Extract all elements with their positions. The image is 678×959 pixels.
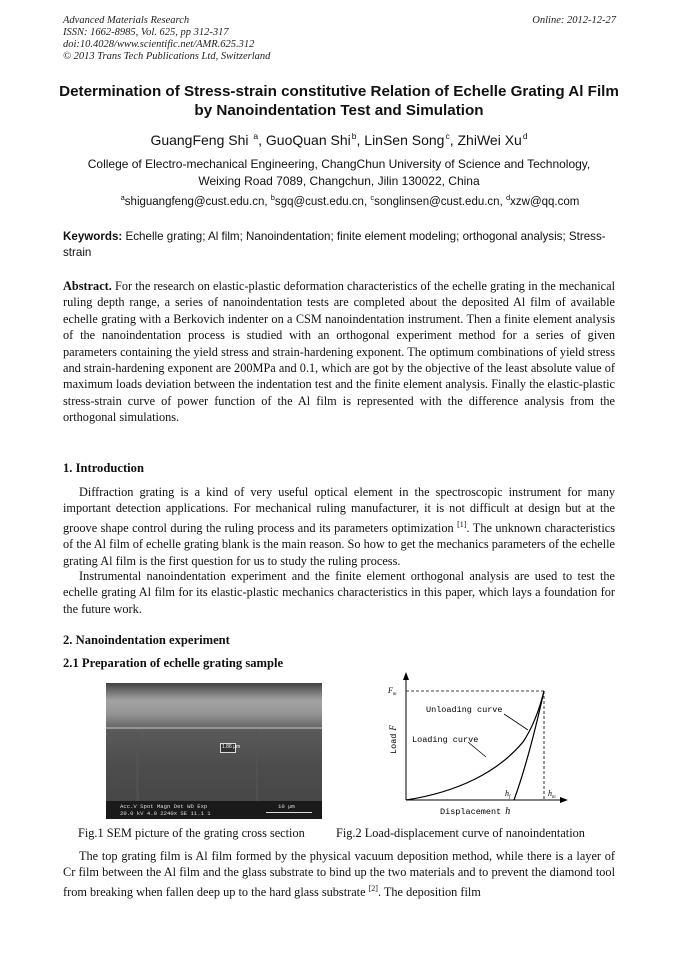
paragraph-text: . The unknown characteristics of the Al film of echelle grating blank is the main reason. So how to get the mechanics parameters of the echelle grating Al film is the first question for us to study the ruling process. [63, 520, 615, 568]
email-mark: d [505, 193, 511, 202]
email-link[interactable]: xzw@qq.com [510, 196, 580, 208]
author-mark: a [253, 131, 259, 141]
load-displacement-figure [378, 672, 618, 820]
paragraph-text: . The deposition film [377, 884, 481, 899]
copyright: © 2013 Trans Tech Publications Ltd, Switzerland [63, 51, 271, 62]
abstract-label: Abstract. [63, 279, 112, 293]
affiliation-line: Weixing Road 7089, Changchun, Jilin 130022, China [198, 174, 480, 188]
author-mark: c [445, 131, 450, 141]
affiliation [50, 156, 628, 190]
figure1-caption: Fig.1 SEM picture of the grating cross section [78, 826, 305, 840]
unloading-pointer [504, 714, 528, 730]
hf-label: $h_f$ [505, 789, 511, 800]
email-link[interactable]: sgq@cust.edu.cn, [274, 196, 368, 208]
paper-title: Determination of Stress-strain constitutive Relation of Echelle Grating Al Film by Nanoindentation Test and Simulation [59, 83, 619, 119]
running-header [63, 15, 270, 63]
email-mark: b [270, 193, 275, 202]
abstract-text: For the research on elastic-plastic deformation characteristics of the echelle grating in the mechanical ruling depth range, a series of nanoindentation tests are completed about the deposited Al film of available echelle grating with a Berkovich indenter on a CSM nanoindentation instrument. Then a finite element analysis of the nanoindentation process is studied with an orthogonal experiment method for a series of given parameters containing the yield stress and strain-hardening exponent. The optimum combinations of yield stress and strain-hardening exponent are 200MPa and 0.1, which are got by the objective of the least absolute value of maximum loads deviation between the indentation test and the finite element analysis. Finally the elastic-plastic stress-strain curve of power function of the Al film is represented with the difference analysis from the orthogonal simulations. [63, 279, 615, 425]
issn: ISSN: 1662-8985, Vol. 625, pp 312-317 [63, 27, 229, 38]
citation-ref[interactable]: [2] [368, 883, 378, 893]
sem-info-bar [106, 801, 322, 819]
email-link[interactable]: shiguangfeng@cust.edu.cn, [124, 196, 268, 208]
author-name: GuangFeng Shi [150, 132, 249, 148]
image-texture [106, 727, 322, 729]
journal-name: Advanced Materials Research [63, 15, 190, 26]
paragraph-text: Instrumental nanoindentation experiment and the finite element orthogonal analysis are used to test the echelle grating Al film for its elastic-plastic mechanics characteristics in this paper, which lays a foundation for the future work. [63, 569, 615, 616]
paragraph-text: Diffraction grating is a kind of very useful optical element in the spectroscopic instrument for many important detection applications. For mechanical ruling manufacturer, it is not difficult at design but at the groove shape control during the ruling process and its parameters optimization [63, 485, 615, 535]
email-list [70, 193, 630, 208]
author-name: LinSen Song [364, 132, 445, 148]
section-heading-introduction: 1. Introduction [63, 461, 144, 475]
unloading-label: Unloading curve [426, 705, 503, 715]
author-list: GuangFeng Shi $^a$, GuoQuan Shi$^b$, LinSen Song$^c$, ZhiWei Xu$^d$ [150, 131, 528, 148]
doi: doi:10.4028/www.scientific.net/AMR.625.312 [63, 39, 255, 50]
intro-paragraph [63, 484, 615, 569]
section-heading-experiment: 2. Nanoindentation experiment [63, 633, 230, 647]
intro-paragraph [63, 568, 615, 617]
loading-label: Loading curve [412, 735, 479, 745]
abstract [63, 278, 615, 426]
author-name: GuoQuan Shi [265, 132, 351, 148]
sem-info-labels: Acc.V Spot Magn Det WD Exp [120, 803, 208, 810]
x-axis-title: Displacement h [440, 806, 511, 817]
fm-label: $F_m$ [388, 686, 397, 697]
sem-image [106, 683, 322, 819]
film-layer [106, 683, 322, 727]
body-paragraph [63, 848, 615, 900]
affiliation-line: College of Electro-mechanical Engineering, ChangChun University of Science and Technology, [87, 157, 591, 171]
online-date: Online: 2012-12-27 [532, 15, 616, 26]
email-link[interactable]: songlinsen@cust.edu.cn, [374, 196, 503, 208]
image-texture [256, 727, 258, 801]
subsection-heading: 2.1 Preparation of echelle grating sample [63, 656, 284, 670]
sem-info-values: 20.0 kV 4.0 2240x SE 11.1 1 [120, 810, 211, 817]
sem-scale-bar [266, 812, 312, 813]
citation-ref[interactable]: [1] [457, 519, 467, 529]
author-mark: b [351, 131, 357, 141]
image-texture [136, 733, 139, 801]
email-mark: a [120, 193, 125, 202]
x-axis-arrow [560, 797, 568, 803]
paragraph-text: The top grating film is Al film formed by the physical vacuum deposition method, while there is a layer of Cr film between the Al film and the glass substrate to bind up the two materials and to prevent the diamond tool from breaking when fallen deep up to the hard glass substrate [63, 849, 615, 899]
figure2-caption: Fig.2 Load-displacement curve of nanoindentation [336, 826, 585, 840]
keywords-text: Echelle grating; Al film; Nanoindentation; finite element modeling; orthogonal analysis; Stress-strain [63, 230, 606, 259]
keywords [63, 229, 615, 261]
sem-scale-label: 10 µm [278, 803, 295, 810]
keywords-label: Keywords: [63, 230, 123, 243]
hm-label: $h_m$ [548, 789, 556, 800]
measurement-label: 1.86 µm [222, 744, 241, 750]
y-axis-title: LoadF [388, 725, 399, 754]
author-mark: d [522, 131, 528, 141]
email-mark: c [370, 193, 375, 202]
author-name: ZhiWei Xu [457, 132, 522, 148]
y-axis-arrow [403, 672, 409, 680]
